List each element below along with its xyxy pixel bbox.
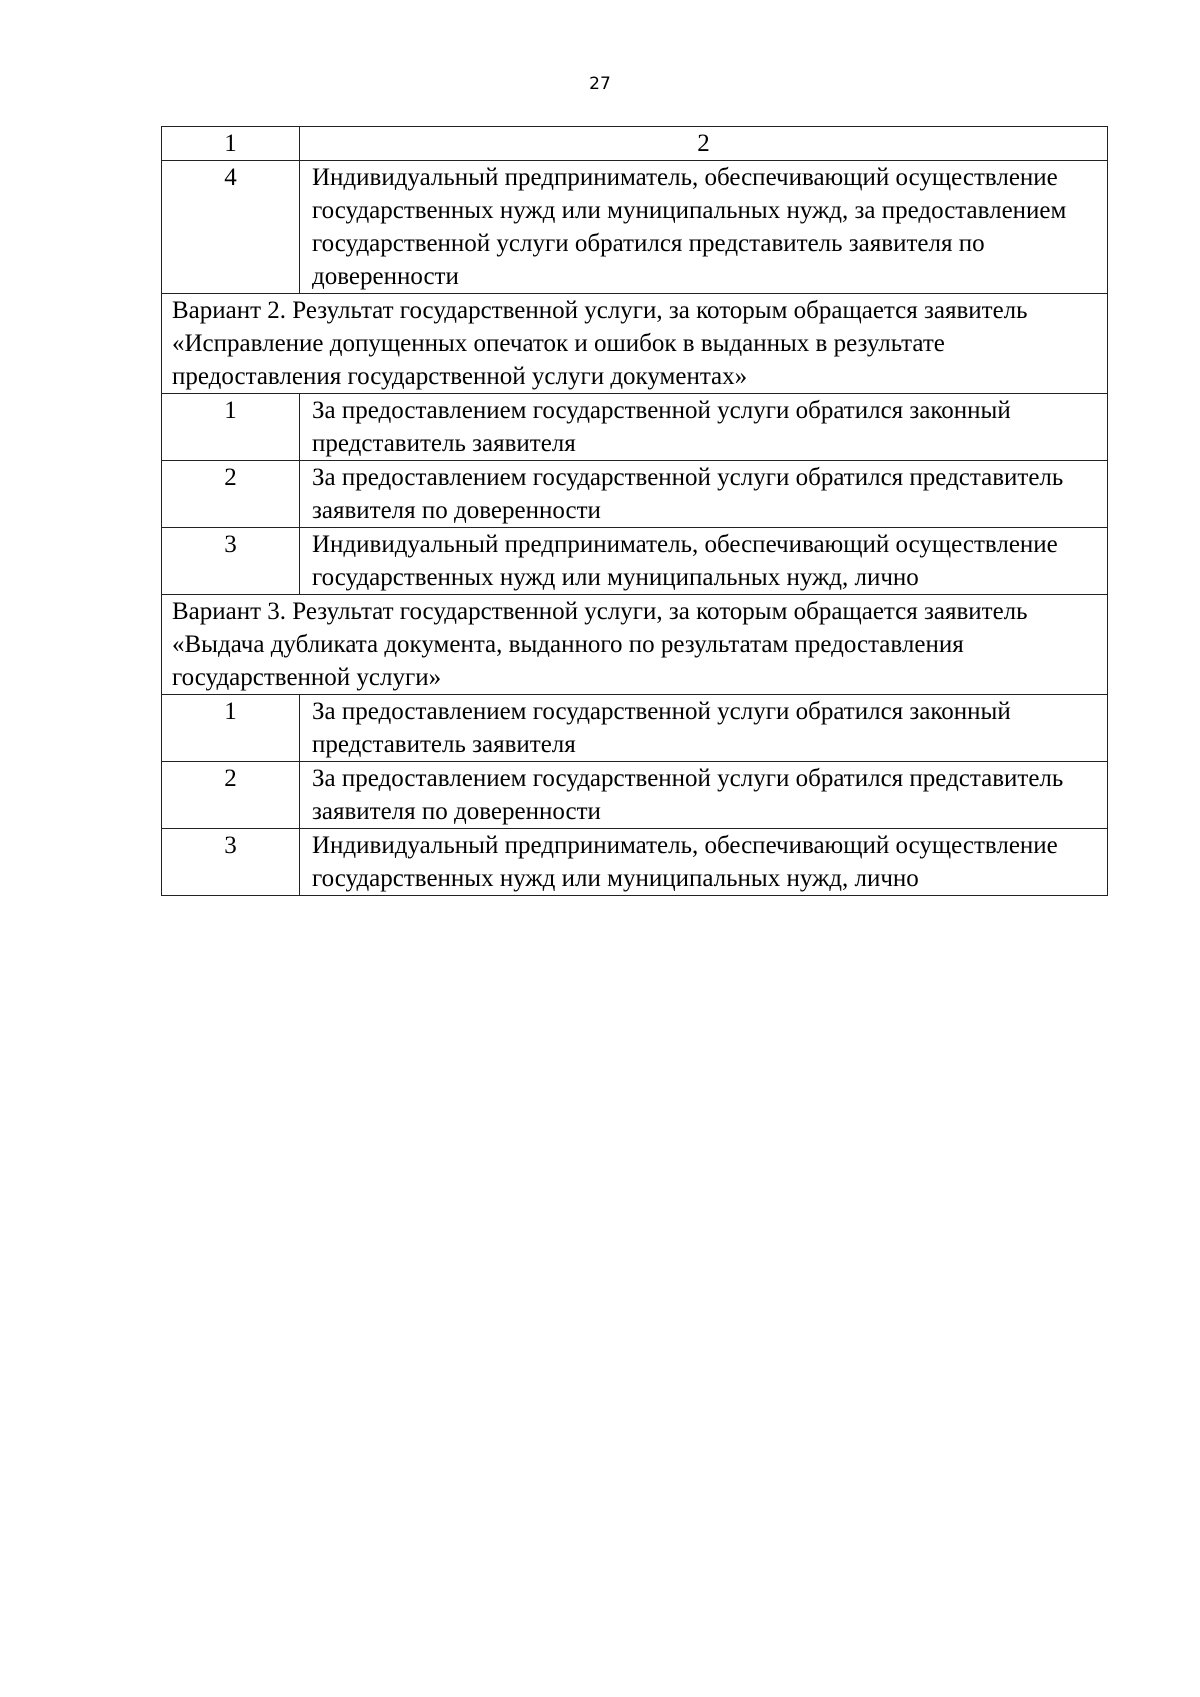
- row-text: Индивидуальный предприниматель, обеспечивающий осуществление государственных нужд или муниципальных нужд, за предоставлением государственной услуги обратился представитель заявителя по доверенности: [300, 161, 1108, 294]
- row-number: 3: [162, 829, 300, 896]
- row-number: 2: [162, 461, 300, 528]
- variants-table: [161, 126, 1108, 896]
- row-number: 2: [162, 762, 300, 829]
- header-col-2: 2: [300, 127, 1108, 161]
- row-number: 4: [162, 161, 300, 294]
- table-row: [162, 394, 1108, 461]
- row-number: 1: [162, 394, 300, 461]
- row-text: Индивидуальный предприниматель, обеспечивающий осуществление государственных нужд или муниципальных нужд, лично: [300, 829, 1108, 896]
- page-number: 27: [589, 74, 611, 94]
- row-number: 1: [162, 695, 300, 762]
- variant-heading: Вариант 2. Результат государственной услуги, за которым обращается заявитель «Исправление допущенных опечаток и ошибок в выданных в результате предоставления государственной услуги документах»: [162, 294, 1108, 394]
- row-text: Индивидуальный предприниматель, обеспечивающий осуществление государственных нужд или муниципальных нужд, лично: [300, 528, 1108, 595]
- variant-row: [162, 294, 1108, 394]
- table-row: [162, 528, 1108, 595]
- table-row: [162, 161, 1108, 294]
- table-row: [162, 829, 1108, 896]
- table-row: [162, 461, 1108, 528]
- row-text: За предоставлением государственной услуги обратился законный представитель заявителя: [300, 695, 1108, 762]
- row-text: За предоставлением государственной услуги обратился представитель заявителя по доверенности: [300, 461, 1108, 528]
- variant-heading: Вариант 3. Результат государственной услуги, за которым обращается заявитель «Выдача дубликата документа, выданного по результатам предоставления государственной услуги»: [162, 595, 1108, 695]
- row-text: За предоставлением государственной услуги обратился законный представитель заявителя: [300, 394, 1108, 461]
- variant-row: [162, 595, 1108, 695]
- table-header-row: [162, 127, 1108, 161]
- table-row: [162, 762, 1108, 829]
- row-text: За предоставлением государственной услуги обратился представитель заявителя по доверенности: [300, 762, 1108, 829]
- table-row: [162, 695, 1108, 762]
- header-col-1: 1: [162, 127, 300, 161]
- row-number: 3: [162, 528, 300, 595]
